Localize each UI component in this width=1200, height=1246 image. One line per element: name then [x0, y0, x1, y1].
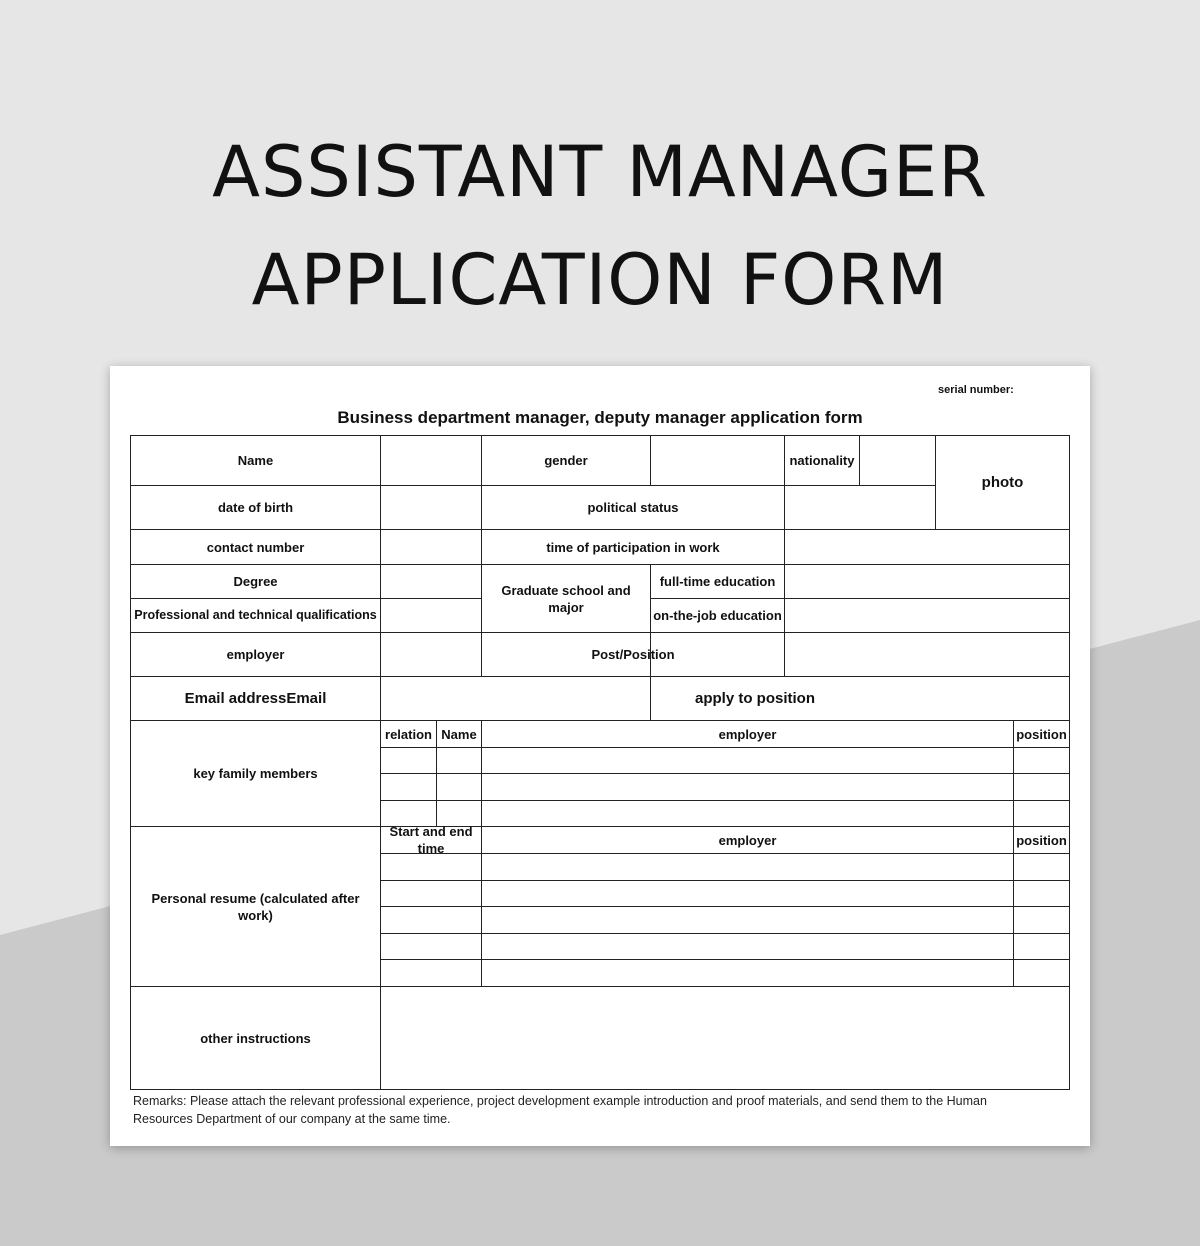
form-sheet [110, 366, 1090, 1146]
time-of-participation-field[interactable] [785, 530, 1069, 564]
other-instructions-field[interactable] [381, 987, 1069, 1089]
name-label: Name [237, 453, 274, 468]
email-label: Email addressEmail [184, 690, 327, 707]
nationality-label: nationality [789, 453, 855, 468]
graduate-school-label: Graduate school and major [501, 582, 631, 615]
page-title-line2: APPLICATION FORM [251, 239, 949, 321]
degree-field[interactable] [381, 565, 481, 598]
photo-box[interactable]: photo [981, 474, 1024, 491]
qualifications-label: Professional and technical qualifications [134, 608, 377, 622]
form-title: Business department manager, deputy manager application form [337, 408, 863, 427]
date-of-birth-field[interactable] [381, 486, 481, 529]
page-title [0, 118, 1200, 334]
employer-field[interactable] [381, 633, 481, 676]
on-the-job-education-field[interactable] [785, 599, 1069, 632]
serial-number-label: serial number: [938, 384, 1014, 396]
name-field[interactable] [381, 436, 481, 485]
degree-label: Degree [233, 574, 278, 589]
relation-header: relation [385, 726, 432, 742]
nationality-field[interactable] [860, 436, 935, 485]
gender-field[interactable] [651, 436, 784, 485]
contact-number-label: contact number [206, 539, 305, 555]
apply-to-position-field[interactable] [860, 677, 1069, 720]
employer-label: employer [226, 647, 285, 662]
other-instructions-label: other instructions [200, 1030, 311, 1046]
on-the-job-education-label: on-the-job education [653, 608, 782, 623]
resume-employer-header: employer [718, 832, 777, 848]
family-employer-header: employer [718, 726, 777, 742]
family-position-header: position [1016, 726, 1067, 742]
qualifications-field[interactable] [381, 599, 481, 632]
remarks-text: Remarks: Please attach the relevant professional experience, project development example introduction and proof materials, and send them to the Human Resources Department of our company at the same time. [133, 1094, 987, 1126]
apply-to-position-label: apply to position [695, 690, 815, 707]
family-name-header: Name [441, 726, 477, 742]
post-position-field[interactable] [785, 633, 1069, 676]
contact-number-field[interactable] [381, 530, 481, 564]
key-family-members-label: key family members [193, 766, 318, 781]
start-end-time-header: Start and end time [389, 824, 473, 856]
political-status-label: political status [587, 500, 679, 515]
page-title-line1: ASSISTANT MANAGER [212, 131, 988, 213]
full-time-education-field[interactable] [785, 565, 1069, 598]
date-of-birth-label: date of birth [217, 500, 294, 515]
time-of-participation-label: time of participation in work [546, 539, 720, 555]
email-field[interactable] [381, 677, 650, 720]
resume-position-header: position [1016, 832, 1067, 848]
gender-label: gender [544, 453, 588, 468]
personal-resume-label: Personal resume (calculated after work) [151, 890, 360, 923]
political-status-field[interactable] [785, 486, 935, 529]
post-position-label: Post/Position [591, 647, 675, 662]
full-time-education-label: full-time education [659, 574, 776, 589]
